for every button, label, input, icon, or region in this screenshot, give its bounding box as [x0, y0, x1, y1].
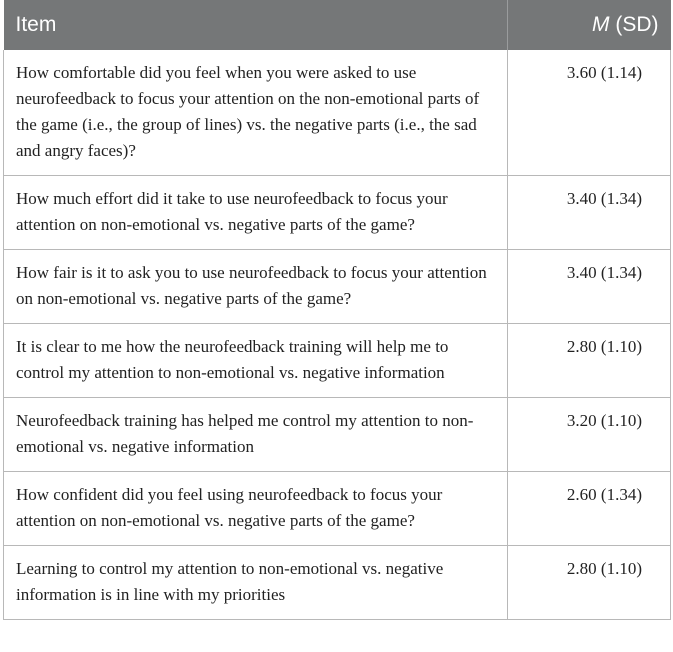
item-cell: Learning to control my attention to non-emotional vs. negative information is in line with my priorities — [4, 546, 508, 620]
results-table-container — [3, 0, 670, 620]
table-row — [4, 176, 671, 250]
table-header — [4, 0, 671, 50]
table-row — [4, 546, 671, 620]
value-cell: 3.60 (1.14) — [508, 50, 671, 176]
table-row — [4, 398, 671, 472]
value-cell: 2.60 (1.34) — [508, 472, 671, 546]
item-cell: How comfortable did you feel when you were asked to use neurofeedback to focus your attention on the non-emotional parts of the game (i.e., the group of lines) vs. the negative parts (i.e., the sad and angry faces)? — [4, 50, 508, 176]
header-item-label: Item — [15, 13, 57, 36]
table-row — [4, 50, 671, 176]
value-cell: 3.40 (1.34) — [508, 250, 671, 324]
table-body — [4, 50, 671, 620]
table-row — [4, 472, 671, 546]
item-cell: How confident did you feel using neurofeedback to focus your attention on non-emotional vs. negative parts of the game? — [4, 472, 508, 546]
header-mean-label: M — [592, 13, 610, 36]
value-cell: 3.20 (1.10) — [508, 398, 671, 472]
item-cell: It is clear to me how the neurofeedback training will help me to control my attention to non-emotional vs. negative information — [4, 324, 508, 398]
value-cell: 3.40 (1.34) — [508, 176, 671, 250]
results-table — [3, 0, 671, 620]
value-cell: 2.80 (1.10) — [508, 324, 671, 398]
header-row — [4, 0, 671, 50]
item-cell: Neurofeedback training has helped me control my attention to non-emotional vs. negative information — [4, 398, 508, 472]
header-mean-sd — [508, 0, 671, 50]
table-row — [4, 324, 671, 398]
value-cell: 2.80 (1.10) — [508, 546, 671, 620]
header-sd-label: (SD) — [609, 13, 659, 36]
header-item — [4, 0, 508, 50]
table-row — [4, 250, 671, 324]
item-cell: How fair is it to ask you to use neurofeedback to focus your attention on non-emotional vs. negative parts of the game? — [4, 250, 508, 324]
item-cell: How much effort did it take to use neurofeedback to focus your attention on non-emotional vs. negative parts of the game? — [4, 176, 508, 250]
